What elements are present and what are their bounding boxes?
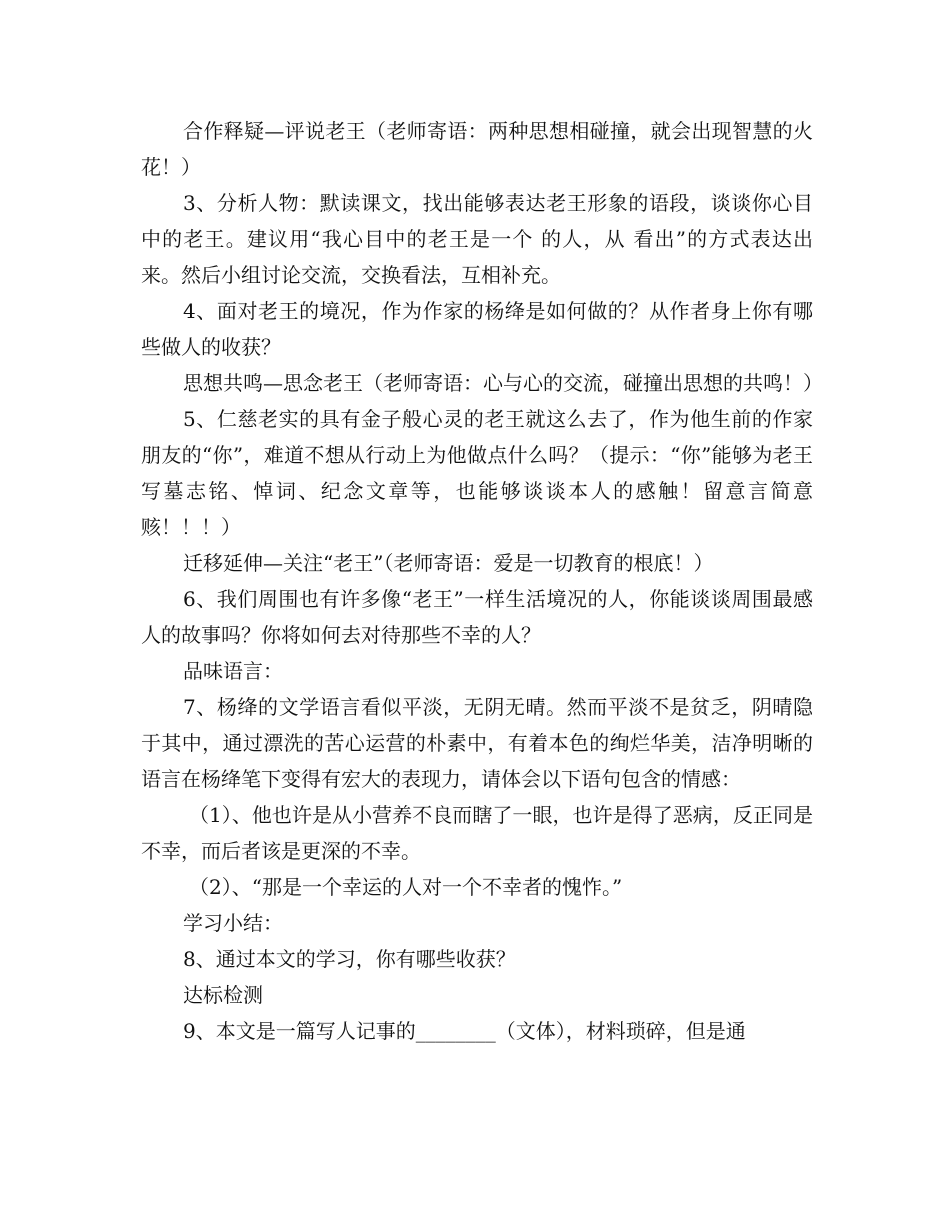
section-heading-extension: 迁移延伸—关注“老王”（老师寄语：爱是一切教育的根底！） bbox=[183, 551, 714, 575]
section-heading-language: 品味语言： bbox=[183, 659, 283, 683]
question-9: 9、本文是一篇写人记事的________（文体），材料琐碎，但是通 bbox=[183, 1019, 746, 1043]
section-heading-test: 达标检测 bbox=[183, 983, 263, 1007]
question-5: 5、仁慈老实的具有金子般心灵的老王就这么去了，作为他生前的作家朋友的“你”，难道不想从行动上为他做点什么吗？（提示：“你”能够为老王写墓志铭、悼词、纪念文章等，也能够谈谈本人的感触！留意言简意赅！！！） bbox=[141, 407, 813, 539]
question-3: 3、分析人物：默读课文，找出能够表达老王形象的语段，谈谈你心目中的老王。建议用“我心目中的老王是一个 的人，从 看出”的方式表达出来。然后小组讨论交流，交换看法，互相补充。 bbox=[141, 191, 813, 287]
question-4: 4、面对老王的境况，作为作家的杨绛是如何做的？从作者身上你有哪些做人的收获？ bbox=[141, 299, 813, 359]
question-8: 8、通过本文的学习，你有哪些收获？ bbox=[183, 947, 516, 971]
section-heading-cooperation: 合作释疑—评说老王（老师寄语：两种思想相碰撞，就会出现智慧的火花！） bbox=[141, 119, 813, 179]
question-7: 7、杨绛的文学语言看似平淡，无阴无晴。然而平淡不是贫乏，阴晴隐于其中，通过漂洗的苦心运营的朴素中，有着本色的绚烂华美，洁净明晰的语言在杨绛笔下变得有宏大的表现力，请体会以下语句包含的情感： bbox=[141, 695, 813, 791]
sentence-2: （2）、“那是一个幸运的人对一个不幸者的愧怍。” bbox=[189, 875, 623, 899]
sentence-1: （1）、他也许是从小营养不良而瞎了一眼，也许是得了恶病，反正同是不幸，而后者该是更深的不幸。 bbox=[141, 803, 813, 863]
document-body bbox=[141, 113, 823, 1049]
section-heading-resonance: 思想共鸣—思念老王（老师寄语：心与心的交流，碰撞出思想的共鸣！） bbox=[183, 371, 823, 395]
question-6: 6、我们周围也有许多像“老王”一样生活境况的人，你能谈谈周围最感人的故事吗？你将如何去对待那些不幸的人？ bbox=[141, 587, 813, 647]
section-heading-summary: 学习小结： bbox=[183, 911, 283, 935]
